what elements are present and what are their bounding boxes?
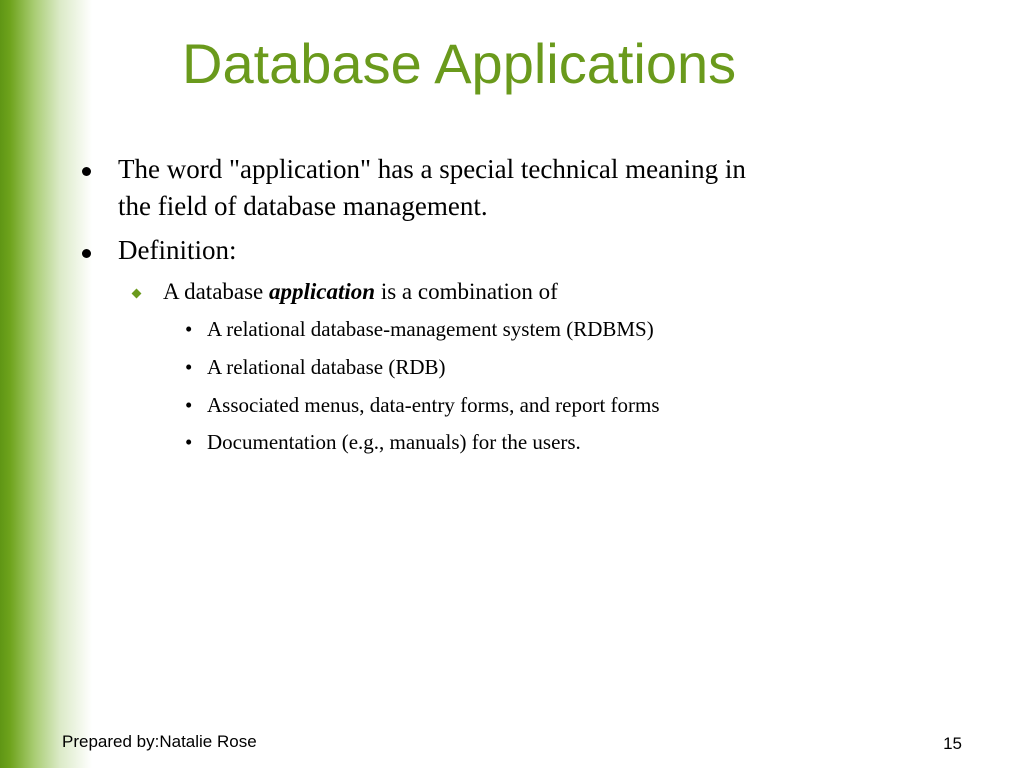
list-item-4: Documentation (e.g., manuals) for the users. — [207, 430, 581, 454]
diamond-bullet-icon — [132, 289, 142, 299]
round-bullet-icon — [82, 167, 91, 176]
list-item-2: A relational database (RDB) — [207, 355, 446, 379]
list-item-3: Associated menus, data-entry forms, and report forms — [207, 393, 660, 417]
bullet-2-text: Definition: — [118, 235, 237, 265]
slide-title: Database Applications — [182, 32, 737, 95]
footer-author: Prepared by:Natalie Rose — [62, 732, 257, 751]
dot-bullet-icon: • — [185, 393, 193, 417]
definition-line — [163, 277, 558, 307]
bullet-1-line-2: the field of database management. — [118, 191, 488, 221]
dot-bullet-icon: • — [185, 355, 193, 379]
page-number: 15 — [943, 734, 962, 753]
round-bullet-icon — [82, 249, 91, 258]
definition-emphasis: application — [269, 279, 376, 304]
bullet-1-line-1: The word "application" has a special technical meaning in — [118, 154, 746, 184]
dot-bullet-icon: • — [185, 317, 193, 341]
definition-suffix: is a combination of — [375, 279, 558, 304]
definition-prefix: A database — [163, 279, 270, 304]
dot-bullet-icon: • — [185, 430, 193, 454]
list-item-1: A relational database-management system (RDBMS) — [207, 317, 654, 341]
